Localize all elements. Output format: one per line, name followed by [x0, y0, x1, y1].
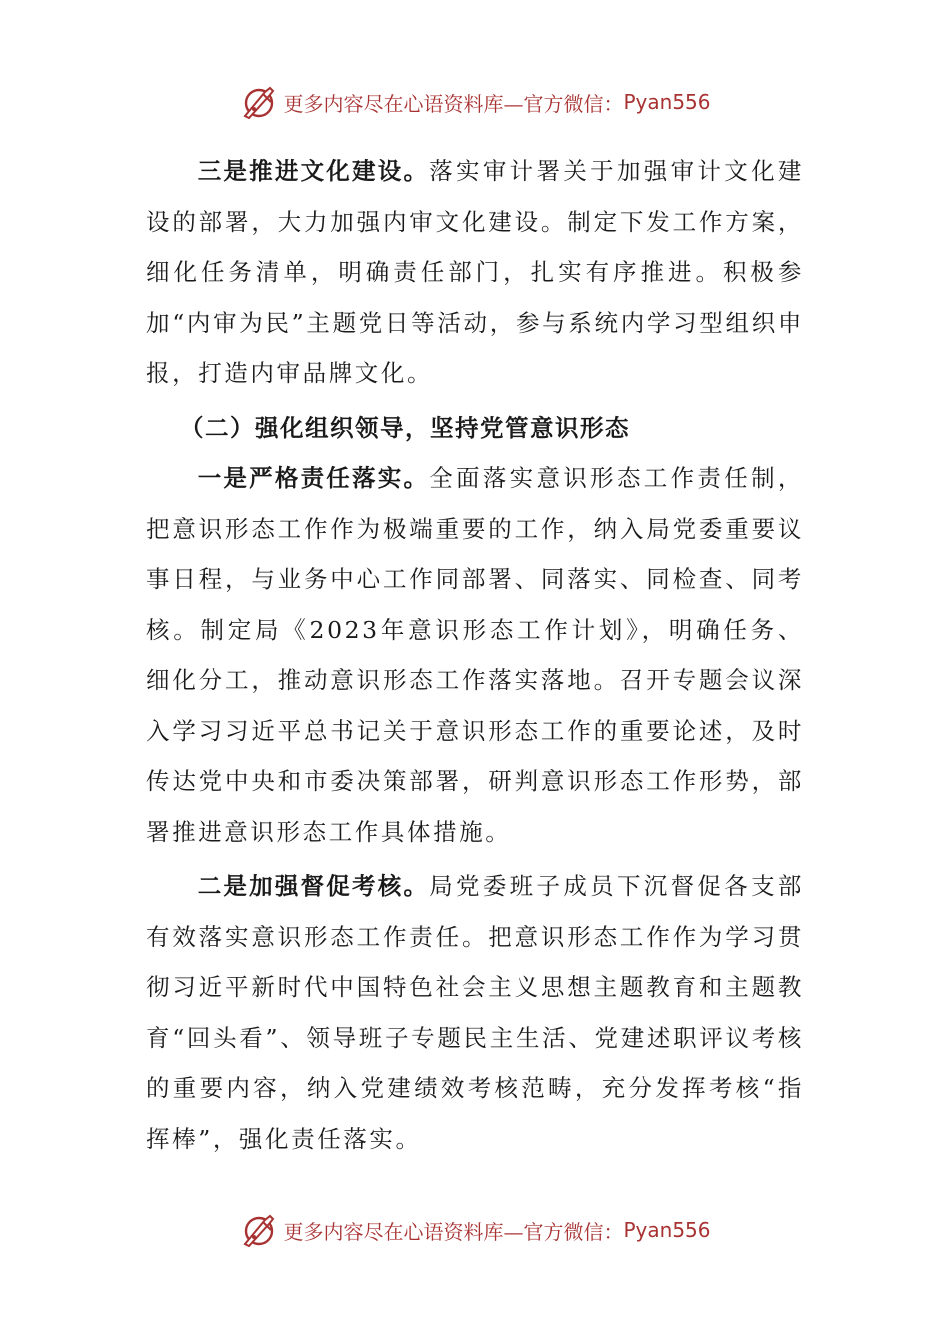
paragraph-lead: 二是加强督促考核。: [197, 872, 430, 900]
paragraph-lead: 三是推进文化建设。: [197, 157, 430, 185]
paragraph-supervision: [146, 861, 804, 1164]
pen-nib-logo-icon: [239, 1210, 279, 1250]
document-body: [146, 146, 804, 1164]
pen-nib-logo-icon: [239, 82, 279, 122]
watermark-account: Pyan556: [623, 1218, 711, 1242]
watermark-text: 更多内容尽在心语资料库—官方微信：: [283, 91, 624, 116]
watermark-text: 更多内容尽在心语资料库—官方微信：: [283, 1219, 624, 1244]
header-watermark: [0, 80, 950, 124]
watermark-account: Pyan556: [623, 90, 711, 114]
paragraph-text: 全面落实意识形态工作责任制，把意识形态工作作为极端重要的工作，纳入局党委重要议事日程，与业务中心工作同部署、同落实、同检查、同考核。制定局《2023年意识形态工作计划》，明确任务、细化分工，推动意识形态工作落实落地。召开专题会议深入学习习近平总书记关于意识形态工作的重要论述，及时传达党中央和市委决策部署，研判意识形态工作形势，部署推进意识形态工作具体措施。: [146, 464, 805, 846]
paragraph-lead: 一是严格责任落实。: [197, 464, 430, 492]
paragraph-culture: [146, 146, 804, 399]
paragraph-text: 局党委班子成员下沉督促各支部有效落实意识形态工作责任。把意识形态工作作为学习贯彻习近平新时代中国特色社会主义思想主题教育和主题教育“回头看”、领导班子专题民主生活、党建述职评议考核的重要内容，纳入党建绩效考核范畴，充分发挥考核“指挥棒”，强化责任落实。: [146, 872, 805, 1153]
footer-watermark: [0, 1208, 950, 1252]
paragraph-responsibility: [146, 453, 804, 857]
paragraph-text: 落实审计署关于加强审计文化建设的部署，大力加强内审文化建设。制定下发工作方案，细化任务清单，明确责任部门，扎实有序推进。积极参加“内审为民”主题党日等活动，参与系统内学习型组织申报，打造内审品牌文化。: [146, 157, 805, 387]
section-heading: （二）强化组织领导，坚持党管意识形态: [180, 413, 630, 442]
